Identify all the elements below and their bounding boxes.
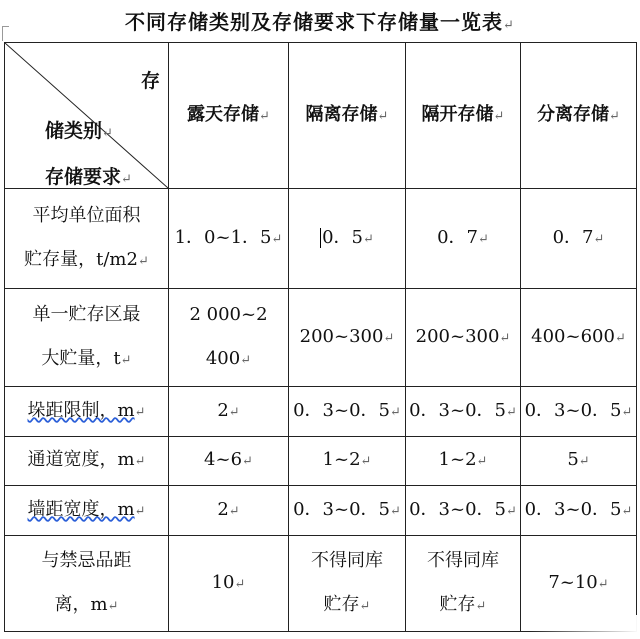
table-header-row — [5, 43, 637, 189]
header-corner-top: 存 — [140, 70, 160, 92]
corner-fade — [530, 615, 640, 639]
table-row — [5, 486, 637, 536]
table-cell: 0．3~0．5↵ — [289, 486, 406, 536]
table-cell: 10↵ — [169, 536, 289, 632]
table-cell: 1~2↵ — [406, 437, 521, 486]
table-row — [5, 387, 637, 437]
page-title: 不同存储类别及存储要求下存储量一览表↵ — [125, 10, 515, 34]
table-cell: 0．3~0．5↵ — [406, 387, 521, 437]
table-cell: 0．7↵ — [521, 189, 637, 289]
table-cell: 0．3~0．5↵ — [289, 387, 406, 437]
table-cell: 0．3~0．5↵ — [406, 486, 521, 536]
row-label: 单一贮存区最 大贮量，t↵ — [5, 289, 169, 387]
table-cell: 2↵ — [169, 387, 289, 437]
table-row — [5, 189, 637, 289]
table-cell: 4~6↵ — [169, 437, 289, 486]
table-row — [5, 437, 637, 486]
table-cell: 7~10↵ — [521, 536, 637, 632]
table-cell: 不得同库 贮存↵ — [406, 536, 521, 632]
row-label: 与禁忌品距 离，m↵ — [5, 536, 169, 632]
column-header: 露天存储↵ — [169, 43, 289, 189]
diagonal-header-cell — [5, 43, 169, 189]
table-cell: 0．7↵ — [406, 189, 521, 289]
table-cell: 0．3~0．5↵ — [521, 486, 637, 536]
column-header: 隔离存储↵ — [289, 43, 406, 189]
table-cell: 2 000~2 400↵ — [169, 289, 289, 387]
table-row — [5, 289, 637, 387]
table-cell: 5↵ — [521, 437, 637, 486]
table-cell: 0．3~0．5↵ — [521, 387, 637, 437]
table-cell: 400~600↵ — [521, 289, 637, 387]
row-label: 通道宽度，m↵ — [5, 437, 169, 486]
table-cell: 不得同库 贮存↵ — [289, 536, 406, 632]
table-cell: 1~2↵ — [289, 437, 406, 486]
row-label: 垛距限制，m↵ — [5, 387, 169, 437]
table-cell: 2↵ — [169, 486, 289, 536]
table-cell: 200~300↵ — [289, 289, 406, 387]
table-cell: 0．5↵ — [289, 189, 406, 289]
column-header: 分离存储↵ — [521, 43, 637, 189]
text-boundary-mark — [2, 26, 9, 41]
table-cell: 1．0~1．5↵ — [169, 189, 289, 289]
row-label: 墙距宽度，m↵ — [5, 486, 169, 536]
header-corner-category: 储类别↵ — [45, 120, 113, 142]
storage-table — [4, 42, 637, 632]
row-label: 平均单位面积 贮存量，t/m2↵ — [5, 189, 169, 289]
table-cell: 200~300↵ — [406, 289, 521, 387]
text-cursor — [320, 228, 321, 248]
header-corner-requirement: 存储要求↵ — [45, 166, 132, 188]
column-header: 隔开存储↵ — [406, 43, 521, 189]
